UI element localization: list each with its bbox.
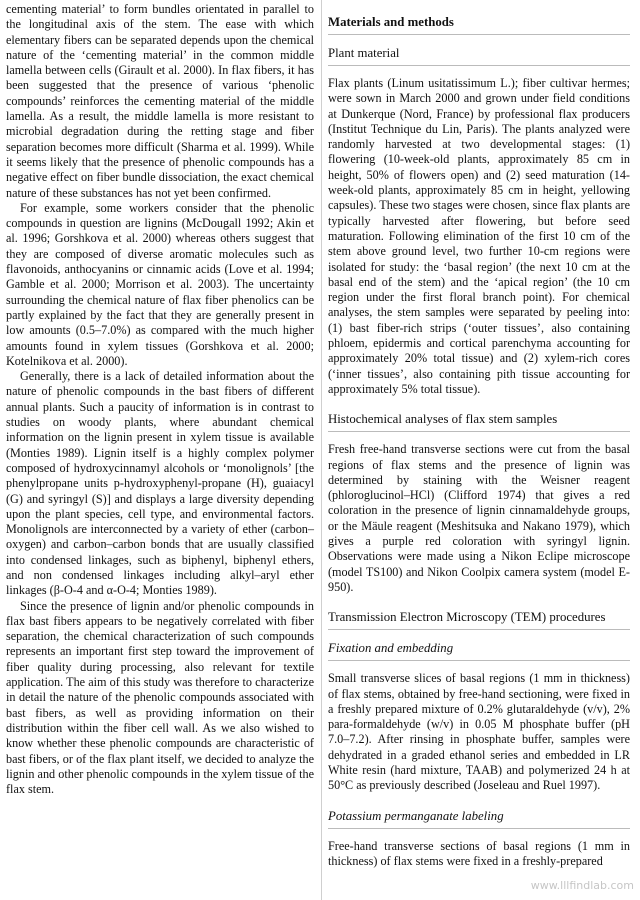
fixation-text: Small transverse slices of basal regions (1 mm in thickness) of flax stems, obtained by free-hand sectioning, were fixed in a freshly prepared mixture of 0.2% glutaraldehyde (v/v), 2% para-formaldehyde (w/v) in 0.05 M phosphate buffer (pH 7.0–7.2). After rinsing in phosphate buffer, samples were dehydrated in a graded ethanol series and embedded in LR White resin (hard mixture, TAAB) and polymerized 24 h at 50°C as previously described (Joseleau and Ruel 1997). xyxy=(328,671,630,793)
histochemical-heading: Histochemical analyses of flax stem samples xyxy=(328,412,558,427)
section-rule xyxy=(328,34,630,35)
intro-paragraph-2: For example, some workers consider that the phenolic compounds in question are lignins (McDougall 1992; Akin et al. 1996; Gorshkova et al. 2000) whereas others suggest that they are composed of diverse aromatic molecules such as flavonoids, anthocyanins or cinnamic acids (Love et al. 1994; Gamble et al. 2000; Morrison et al. 2003). The uncertainty surrounding the chemical nature of flax fiber phenolics can be partly explained by the fact that they are generally present in low amounts (0.5–7.0%) as compared with the much higher amounts found in xylem tissues (Gorshkova et al. 2000; Kotelnikova et al. 2000). xyxy=(6,200,314,368)
intro-paragraph-1: cementing material’ to form bundles orientated in parallel to the longitudinal axis of the stem. The ease with which elementary fibers can be separated depends upon the chemical nature of the ‘cementing material’ in the common middle lamella between cells (Girault et al. 2000). In flax fibers, it has been suggested that the presence of various ‘phenolic compounds’ reinforces the cementing material of the middle lamella. As a result, the middle lamella is more resistant to microbial degradation during the retting stage and fiber separation becomes more difficult (Sharma et al. 1999). While it seems likely that the presence of phenolic compounds has a negative effect on fiber bundle dissociation, the exact chemical nature of these substances has not yet been confirmed. xyxy=(6,2,314,200)
heading-rule xyxy=(328,828,630,829)
heading-rule xyxy=(328,660,630,661)
left-column xyxy=(6,2,314,797)
permanganate-text: Free-hand transverse sections of basal regions (1 mm in thickness) of flax stems were fixed in a freshly-prepared xyxy=(328,838,630,868)
plant-material-heading: Plant material xyxy=(328,46,400,60)
heading-rule xyxy=(328,629,630,630)
column-divider xyxy=(321,0,322,900)
fixation-heading: Fixation and embedding xyxy=(328,641,454,656)
right-column xyxy=(328,2,630,869)
heading-rule xyxy=(328,431,630,432)
intro-paragraph-4: Since the presence of lignin and/or phenolic compounds in flax bast fibers appears to be negatively correlated with fiber separation, the chemical characterization of such compounds represents an important first step toward the improvement of fiber quality during processing, also relevant for textile application. The aim of this study was therefore to characterize in detail the nature of the phenolic compounds associated with bast fibers, as well as providing information on their distribution within the fiber cell wall. As we also wished to know whether these phenolic compounds are characteristic of bast fibers, or of the flax plant itself, we decided to analyze the lignin and other phenolic compounds in the xylem tissue of the flax stem. xyxy=(6,598,314,797)
tem-heading: Transmission Electron Microscopy (TEM) procedures xyxy=(328,610,606,625)
intro-paragraph-3: Generally, there is a lack of detailed information about the nature of phenolic compounds in the bast fibers of different annual plants. Such a paucity of information is in contrast to studies on woody plants, where abundant chemical information on the lignin present in xylem tissue is available (Monties 1989). Lignin itself is a highly complex polymer composed of hydroxycinnamyl alcohols or ‘monolignols’ [the phenylpropane units p-hydroxyphenyl-propane (H), guaiacyl (G) and syringyl (S)] and displays a large diversity depending upon the plant species, cell type, and environmental factors. Monolignols are interconnected by a variety of ether (carbon–oxygen) and carbon–carbon bonds that are usually classified into condensed linkages, such as biphenyl, biphenyl ethers, and non condensed linkages including alkyl–aryl ether linkages (β-O-4 and α-O-4; Monties 1989). xyxy=(6,369,314,598)
heading-rule xyxy=(328,65,630,66)
plant-material-text: Flax plants (Linum usitatissimum L.); fiber cultivar hermes; were sown in March 2000 and grown under field conditions at Dunkerque (Nord, France) by professional flax producers (Institut Technique du Lin, Paris). The plants analyzed were randomly harvested at two developmental stages: (1) flowering (10-week-old plants, approximately 85 cm in height, 50% of flowers open) and (2) seed maturation (14-week-old plants, approximately 85 cm in height, yellowing capsules). These two stages were chosen, since flax plants are typically harvested after flowering, but before seed maturation. Following elimination of the first 10 cm of the stem above ground level, two further 10-cm regions were isolated for study: the ‘basal region’ (the next 10 cm at the basal end of the stem) and the ‘apical region’ (the 10 cm region under the first floral branch point). For chemical analyses, the stem samples were separated by peeling into: (1) bast fiber-rich strips (‘outer tissues’, also containing phloem, epidermis and cortical parenchyma accounting for approximately 20% total tissue) and (2) xylem-rich cores (‘inner tissues’, also containing pith tissue accounting for approximately 5% total tissue). xyxy=(328,76,630,396)
watermark: www.lllfindlab.com xyxy=(530,879,634,892)
histochemical-text: Fresh free-hand transverse sections were cut from the basal regions of flax stems and the presence of lignin was determined by staining with the Weisner reagent (phloroglucinol–HCl) (Clifford 1974) that gives a red coloration in the presence of lignin cinnamaldehyde groups, or the Mäule reagent (Meshitsuka and Nakano 1979), which gives a purple red coloration with syringyl lignin. Observations were made using a Nikon Eclipe microscope (model TS100) and Nikon Coolpix camera system (model E-950). xyxy=(328,442,630,594)
section-title: Materials and methods xyxy=(328,15,454,29)
permanganate-heading: Potassium permanganate labeling xyxy=(328,808,504,823)
